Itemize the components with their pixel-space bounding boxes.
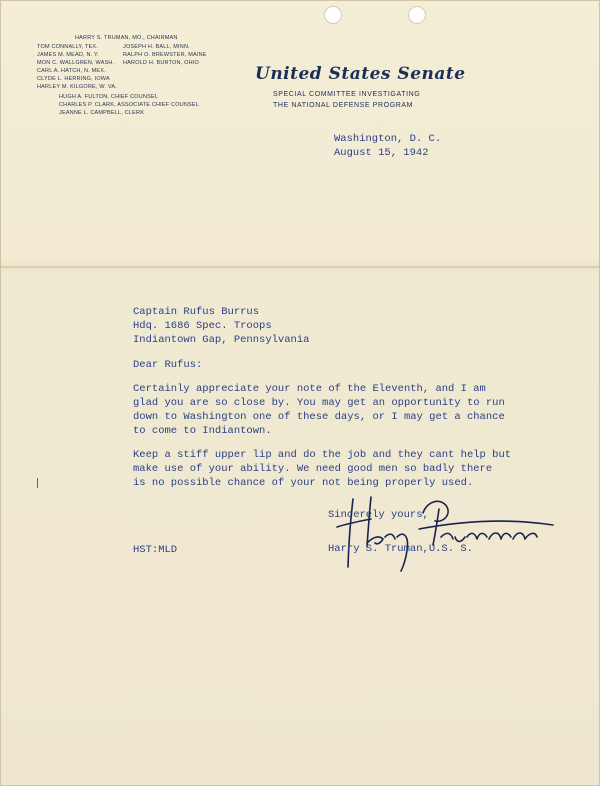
letter-date: August 15, 1942	[334, 147, 429, 159]
reference-initials: HST:MLD	[133, 544, 178, 556]
committee-name-line1: SPECIAL COMMITTEE INVESTIGATING	[273, 91, 421, 98]
typed-name: Harry S. Truman,U.S. S.	[328, 543, 473, 555]
member-name: HARLEY M. KILGORE, W. VA.	[37, 84, 117, 90]
signature-image	[331, 487, 556, 577]
body-line: to come to Indiantown.	[133, 425, 272, 437]
recipient-location: Indiantown Gap, Pennsylvania	[133, 334, 310, 346]
member-name: RALPH O. BREWSTER, MAINE	[123, 52, 207, 58]
closing: Sincerely yours,	[328, 509, 429, 521]
member-name: HAROLD H. BURTON, OHIO	[123, 60, 200, 66]
punch-hole	[408, 6, 426, 24]
staff-name: JEANNE L. CAMPBELL, CLERK	[59, 110, 145, 116]
punch-hole	[324, 6, 342, 24]
senate-title: United States Senate	[255, 64, 466, 84]
paper-fold	[1, 266, 600, 268]
member-name: JOSEPH H. BALL, MINN.	[123, 44, 190, 50]
letter-place: Washington, D. C.	[334, 133, 442, 145]
committee-name-line2: THE NATIONAL DEFENSE PROGRAM	[273, 102, 414, 109]
body-line: Keep a stiff upper lip and do the job and they cant help but	[133, 449, 512, 461]
body-line: make use of your ability. We need good men so badly there	[133, 463, 493, 475]
staff-name: CHARLES P. CLARK, ASSOCIATE CHIEF COUNSEL	[59, 102, 200, 108]
body-line: glad you are so close by. You may get an opportunity to run	[133, 397, 505, 409]
body-line: is no possible chance of your not being properly used.	[133, 477, 474, 489]
staff-name: HUGH A. FULTON, CHIEF COUNSEL	[59, 94, 159, 100]
member-name: CLYDE L. HERRING, IOWA	[37, 76, 110, 82]
recipient-unit: Hdq. 1686 Spec. Troops	[133, 320, 272, 332]
recipient-name: Captain Rufus Burrus	[133, 306, 260, 318]
member-name: JAMES M. MEAD, N. Y.	[37, 52, 99, 58]
member-name: CARL A. HATCH, N. MEX.	[37, 68, 106, 74]
body-line: down to Washington one of these days, or I may get a chance	[133, 411, 505, 423]
body-line: Certainly appreciate your note of the Eleventh, and I am	[133, 383, 486, 395]
member-chairman: HARRY S. TRUMAN, MO., CHAIRMAN	[75, 35, 178, 41]
salutation: Dear Rufus:	[133, 359, 203, 371]
member-name: MON C. WALLGREN, WASH.	[37, 60, 115, 66]
member-name: TOM CONNALLY, TEX.	[37, 44, 98, 50]
margin-mark	[37, 478, 38, 488]
